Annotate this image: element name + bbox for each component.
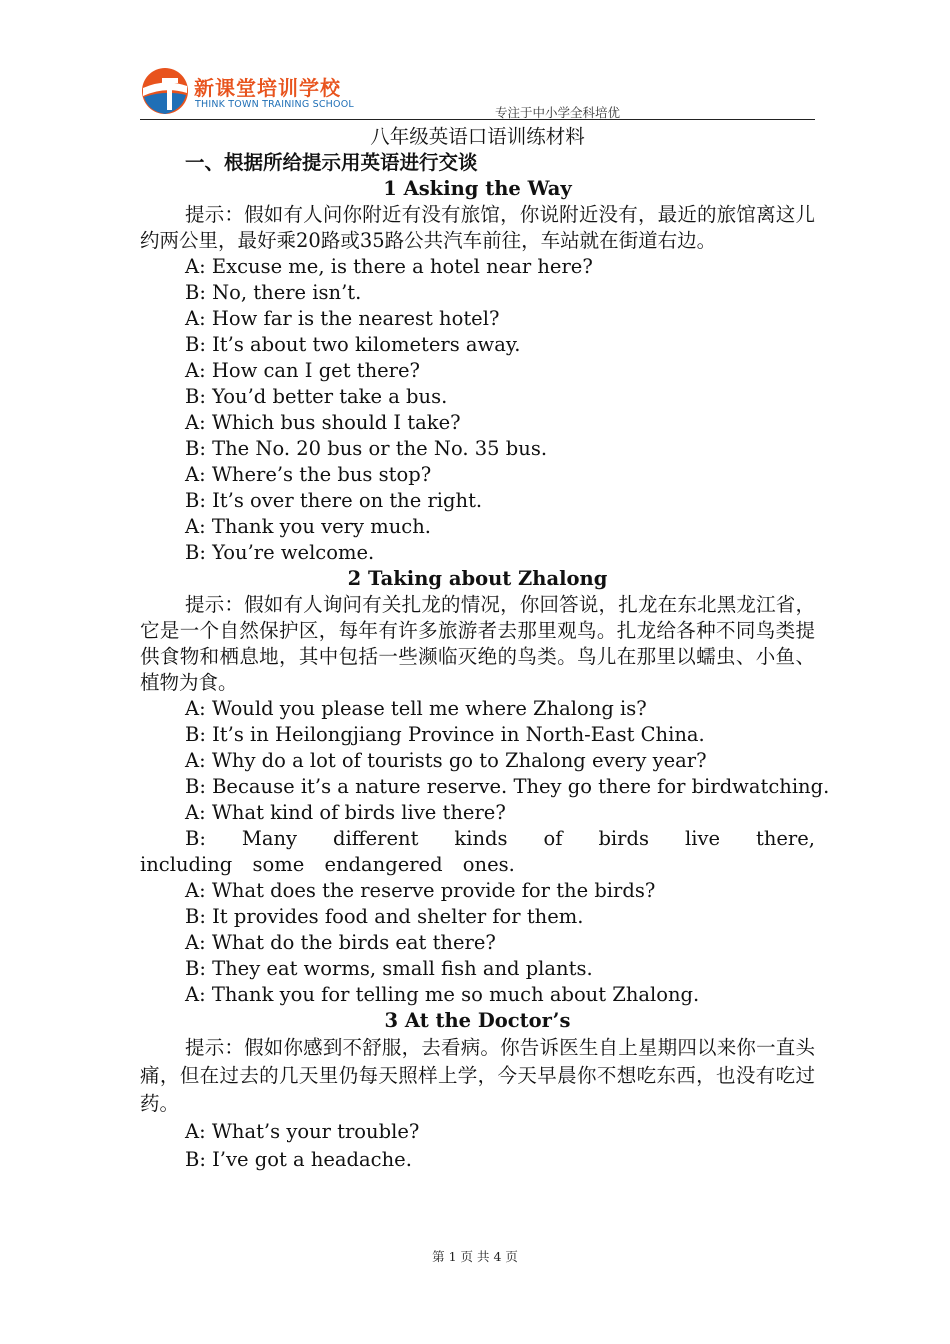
dialogue-line: A: Where’s the bus stop?: [185, 463, 432, 486]
header-tagline: 专注于中小学全科培优: [494, 105, 620, 120]
dialogue-line: B: You’d better take a bus.: [185, 385, 448, 408]
dialogue-line: A: Thank you very much.: [185, 515, 431, 538]
dialogue-line: B: Because it’s a nature reserve. They go there for birdwatching.: [185, 775, 830, 798]
dialogue-line: A: What’s your trouble?: [185, 1120, 420, 1143]
school-logo: [140, 66, 354, 118]
dialogue-line: B: It’s about two kilometers away.: [185, 333, 521, 356]
logo-chinese-name: 新课堂培训学校: [194, 76, 341, 100]
logo-english-name: THINK TOWN TRAINING SCHOOL: [195, 99, 354, 110]
dialogue-line: B: It’s over there on the right.: [185, 489, 483, 512]
dialogue-line: A: What do the birds eat there?: [185, 931, 496, 954]
page-footer: 第 1 页 共 4 页: [432, 1249, 518, 1264]
dialogue-line: B: It’s in Heilongjiang Province in North-East China.: [185, 723, 705, 746]
dialogue-line: A: Would you please tell me where Zhalong is?: [185, 697, 647, 720]
dialogue-line: A: Which bus should I take?: [185, 411, 461, 434]
page-header: [140, 62, 815, 120]
school-logo-icon: [140, 66, 190, 116]
dialogue-line: A: What kind of birds live there?: [185, 801, 506, 824]
dialogue-line: B: They eat worms, small fish and plants.: [185, 957, 593, 980]
dialogue-line: A: How far is the nearest hotel?: [185, 307, 500, 330]
topic-heading: 1 Asking the Way: [383, 177, 572, 200]
dialogue-line: A: Thank you for telling me so much about Zhalong.: [185, 983, 700, 1006]
topic-hint: 提示：假如你感到不舒服，去看病。你告诉医生自上星期四以来你一直头痛，但在过去的几天里仍每天照样上学，今天早晨你不想吃东西，也没有吃过药。: [140, 1036, 815, 1115]
topic-heading: 3 At the Doctor’s: [384, 1009, 571, 1032]
dialogue-line: A: What does the reserve provide for the birds?: [185, 879, 656, 902]
dialogue-line: B: The No. 20 bus or the No. 35 bus.: [185, 437, 548, 460]
topic-hint: 提示：假如有人询问有关扎龙的情况，你回答说，扎龙在东北黑龙江省，它是一个自然保护区，每年有许多旅游者去那里观鸟。扎龙给各种不同鸟类提供食物和栖息地，其中包括一些濒临灭绝的鸟类。鸟儿在那里以蠕虫、小鱼、植物为食。: [140, 593, 815, 694]
dialogue-line: B: It provides food and shelter for them.: [185, 905, 584, 928]
topic-hint: 提示：假如有人问你附近有没有旅馆，你说附近没有，最近的旅馆离这儿约两公里，最好乘20路或35路公共汽车前往，车站就在街道右边。: [140, 203, 815, 252]
dialogue-line: B: No, there isn’t.: [185, 281, 362, 304]
section-title: 一、根据所给提示用英语进行交谈: [185, 151, 478, 174]
document-body: [140, 124, 830, 1174]
header-divider: [140, 119, 815, 120]
dialogue-line: B: I’ve got a headache.: [185, 1148, 412, 1171]
topic-heading: 2 Taking about Zhalong: [347, 567, 608, 590]
dialogue-line: B: You’re welcome.: [185, 541, 375, 564]
dialogue-line-wrapped: B: Many different kinds of birds live there, including some endangered ones.: [140, 827, 815, 876]
document-title: 八年级英语口语训练材料: [370, 125, 585, 148]
dialogue-line: A: Excuse me, is there a hotel near here?: [185, 255, 593, 278]
dialogue-line: A: Why do a lot of tourists go to Zhalong every year?: [185, 749, 707, 772]
dialogue-line: A: How can I get there?: [185, 359, 420, 382]
